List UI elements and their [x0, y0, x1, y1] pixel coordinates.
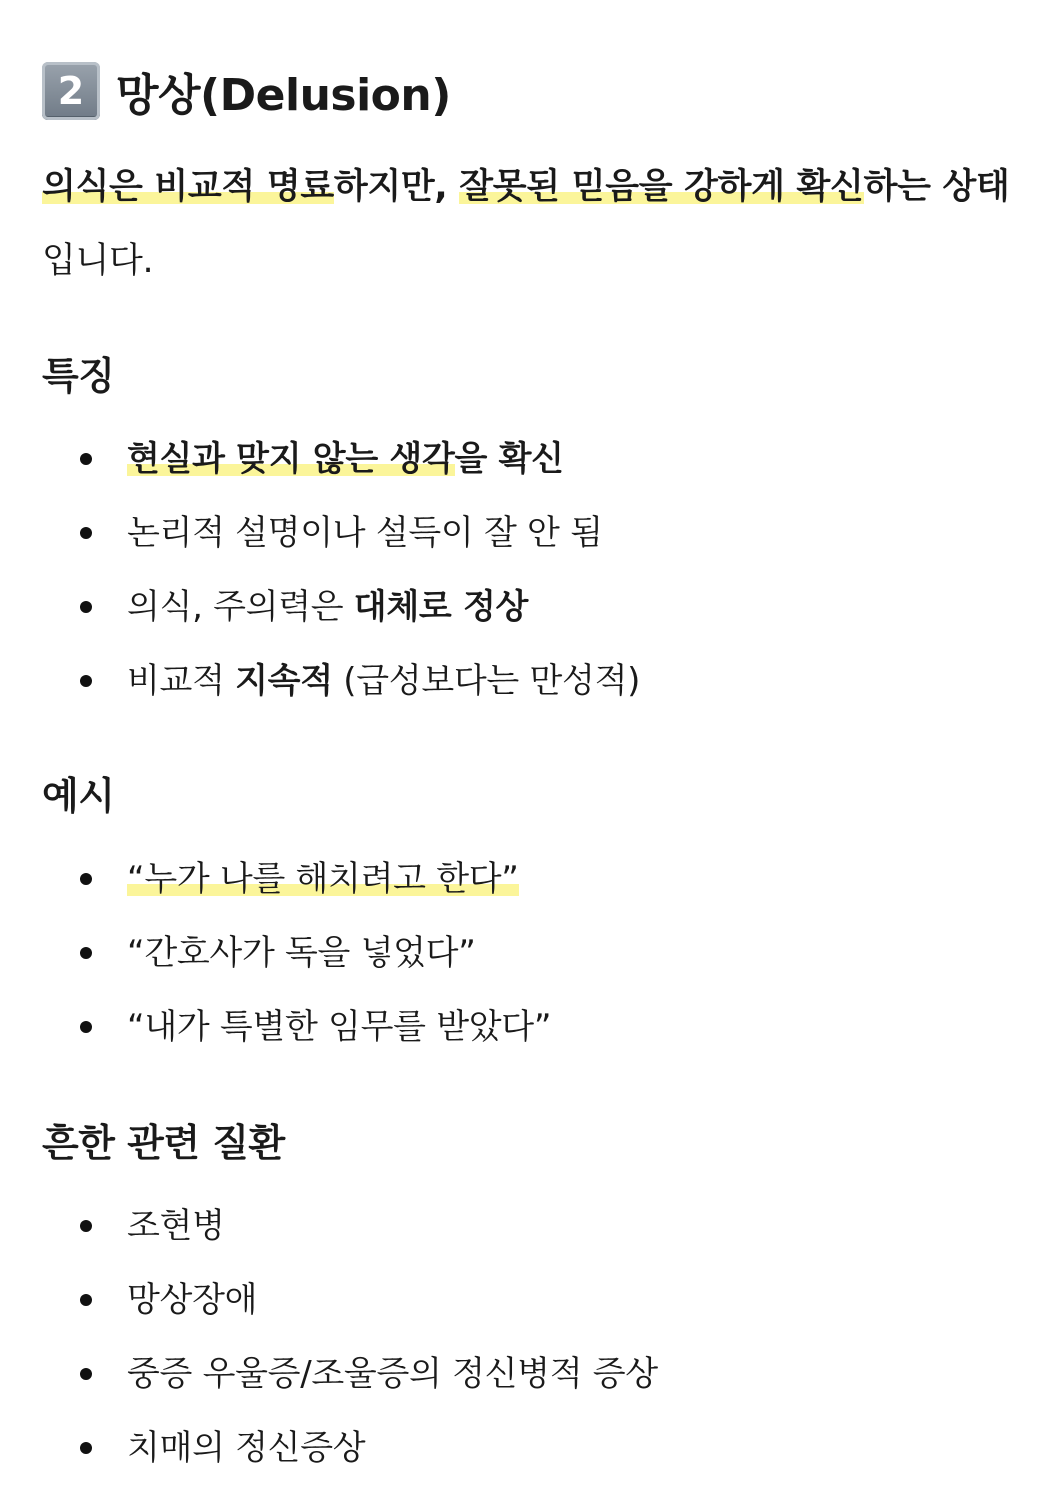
example-1-text: “누가 나를 해치려고 한다” [127, 859, 519, 899]
feature-4-text: 비교적 [127, 661, 236, 701]
example-2-text: “간호사가 독을 넣었다” [127, 933, 476, 973]
examples-list [42, 842, 551, 1064]
bullet-icon [80, 1442, 92, 1454]
intro-bold-2: 하지만, [333, 167, 460, 207]
title-text: 망상(Delusion) [116, 70, 451, 121]
list-item [42, 1337, 658, 1411]
bullet-icon [80, 947, 92, 959]
intro-highlight-2: 잘못된 믿음을 강하게 확신 [459, 167, 864, 207]
features-list [42, 422, 640, 718]
intro-paragraph [42, 150, 1032, 298]
list-item [42, 842, 551, 916]
list-item [42, 644, 640, 718]
feature-3-text: 의식, 주의력은 [127, 587, 354, 627]
bullet-icon [80, 1294, 92, 1306]
disease-2-text: 망상장애 [127, 1280, 258, 1320]
list-item [42, 570, 640, 644]
diseases-list [42, 1189, 658, 1485]
feature-1-highlight: 현실과 맞지 않는 생각 [127, 439, 455, 479]
intro-bold-3: 하는 상태 [863, 167, 1010, 207]
bullet-icon [80, 1368, 92, 1380]
feature-3-bold: 대체로 정상 [353, 587, 529, 627]
features-heading: 특징 [42, 354, 115, 398]
diseases-heading: 흔한 관련 질환 [42, 1121, 285, 1165]
list-item [42, 916, 551, 990]
list-item [42, 990, 551, 1064]
bullet-icon [80, 453, 92, 465]
bullet-icon [80, 601, 92, 613]
intro-highlight-1: 의식은 비교적 명료 [42, 167, 334, 207]
list-item [42, 1263, 658, 1337]
feature-1-bold: 을 확신 [454, 439, 564, 479]
example-3-text: “내가 특별한 임무를 받았다” [127, 1007, 552, 1047]
bullet-icon [80, 1021, 92, 1033]
feature-4-rest: (급성보다는 만성적) [332, 661, 641, 701]
list-item [42, 496, 640, 570]
list-item [42, 1189, 658, 1263]
feature-4-bold: 지속적 [235, 661, 333, 701]
intro-ending: 입니다. [42, 241, 154, 281]
feature-2-text: 논리적 설명이나 설득이 잘 안 됨 [127, 513, 603, 553]
section-title [42, 58, 451, 124]
bullet-icon [80, 675, 92, 687]
bullet-icon [80, 1220, 92, 1232]
list-item [42, 422, 640, 496]
bullet-icon [80, 527, 92, 539]
disease-1-text: 조현병 [127, 1206, 225, 1246]
keycap-two-icon: 2 [42, 62, 100, 120]
examples-heading: 예시 [42, 774, 115, 818]
disease-3-text: 중증 우울증/조울증의 정신병적 증상 [127, 1354, 658, 1394]
bullet-icon [80, 873, 92, 885]
list-item [42, 1411, 658, 1485]
disease-4-text: 치매의 정신증상 [127, 1428, 366, 1468]
